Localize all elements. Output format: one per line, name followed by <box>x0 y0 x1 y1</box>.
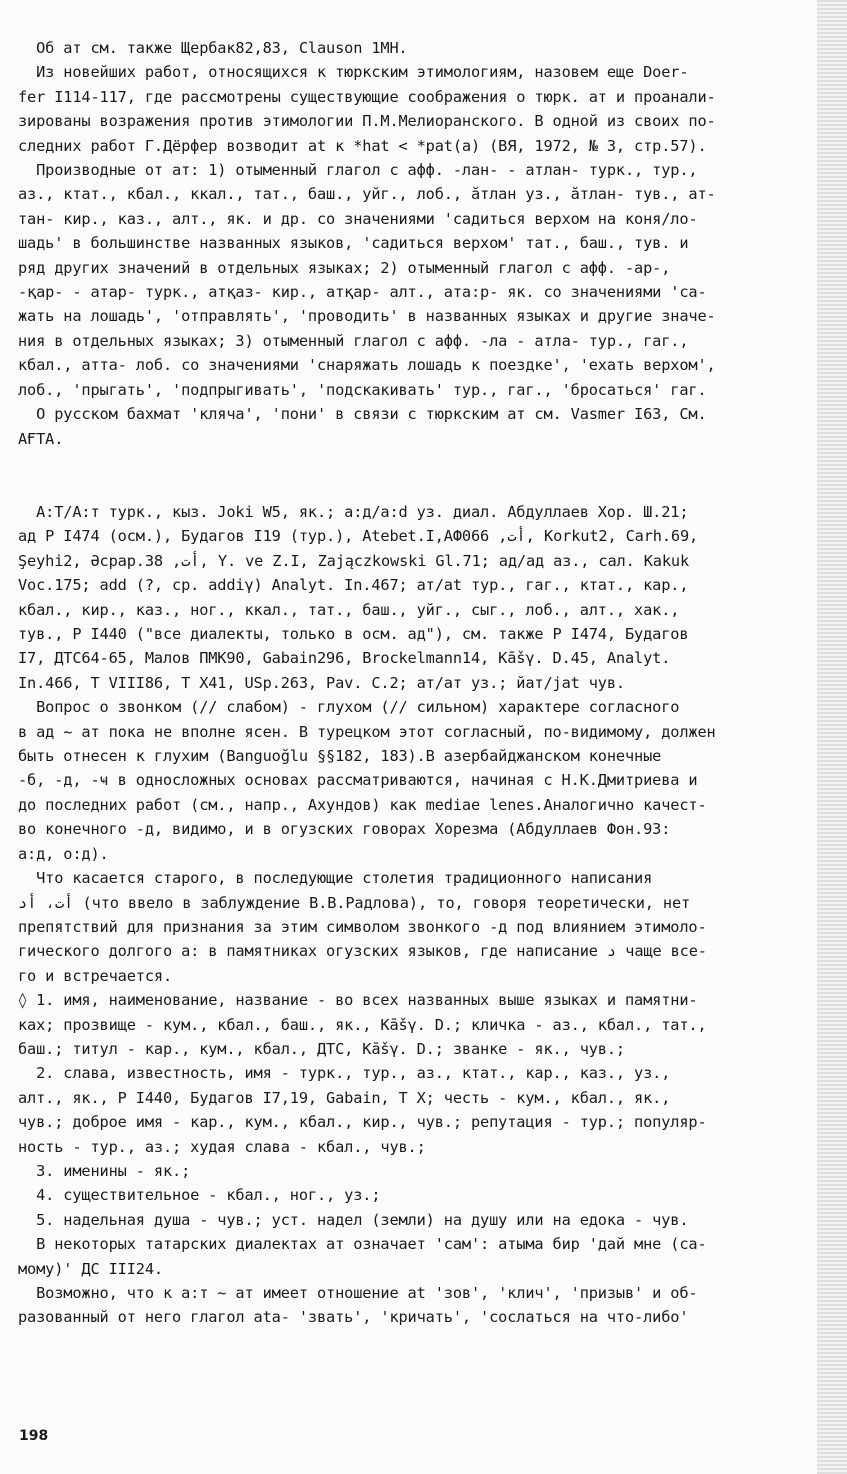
text-line: Из новейших работ, относящихся к тюркским этимологиям, назовем еще Doer- <box>18 63 689 82</box>
text-line: ад Р I474 (осм.), Будагов I19 (тур.), Atebet.I,АФ066 ,أت, Korkut2, Carh.69, <box>18 527 699 546</box>
text-line: лоб., 'прыгать', 'подпрыгивать', 'подскакивать' тур., гаг., 'бросаться' гаг. <box>18 380 707 399</box>
text-line: шадь' в большинстве названных языков, 'садиться верхом' тат., баш., тув. и <box>18 234 689 253</box>
text-line: А:Т/A:т турк., кыз. Joki W5, як.; а:д/a:d уз. диал. Абдуллаев Хор. Ш.21; <box>18 503 689 521</box>
text-line: тув., Р I440 ("все диалекты, только в осм. ад"), см. также Р I474, Будагов <box>18 625 689 644</box>
text-line: Об ат см. также Щербак82,83, Clauson 1MH. <box>18 39 408 57</box>
text-line: Вопрос о звонком (// слабом) - глухом (// сильном) характере согласного <box>18 698 680 717</box>
text-line: зированы возражения против этимологии П.М.Мелиоранского. В одной из своих по- <box>18 112 716 131</box>
text-line: аз., ктат., кбал., ккал., тат., баш., уйг., лоб., ăтлан уз., ăтлан- тув., ат- <box>18 185 716 204</box>
text-line: 2. слава, известность, имя - турк., тур., аз., ктат., кар., каз., уз., <box>18 1064 671 1083</box>
page-number: 198 <box>19 1428 49 1444</box>
text-line: In.466, Т VIII86, Т X41, USp.263, Pav. C.2; ат/ат уз.; йат/jat чув. <box>18 673 625 692</box>
text-line: I7, ДТС64-65, Малов ПМК90, Gabain296, Brockelmann14, Kāšγ. D.45, Analyt. <box>18 649 671 668</box>
text-line: 3. именины - як.; <box>18 1161 191 1180</box>
text-line: кбал., атта- лоб. со значениями 'снаряжать лошадь к поездке', 'ехать верхом', <box>18 356 716 375</box>
text-line: алт., як., Р I440, Будагов I7,19, Gabain, Т X; честь - кум., кбал., як., <box>18 1088 671 1107</box>
text-line: разованный от него глагол ata- 'звать', 'кричать', 'сослаться на что-либо' <box>18 1308 689 1327</box>
text-line: ния в отдельных языках; 3) отыменный глагол с афф. -ла - атла- тур., гаг., <box>18 331 689 350</box>
entry-at-section <box>18 500 824 1330</box>
text-line: Voc.175; add (?, ср. addiγ) Analyt. In.467; aт/at тур., гаг., ктат., кар., <box>18 576 689 595</box>
text-line: препятствий для признания за этим символом звонкого -д под влиянием этимоло- <box>18 917 707 936</box>
text-line: а:д, о:д). <box>18 844 109 863</box>
text-line: гического долгого а: в памятниках огузских языков, где написание د чаще все- <box>18 942 707 961</box>
text-line: ◊ 1. имя, наименование, название - во всех названных выше языках и памятни- <box>18 991 698 1010</box>
text-line: 5. надельная душа - чув.; уст. надел (земли) на душу или на едока - чув. <box>18 1210 689 1229</box>
text-line: ряд других значений в отдельных языках; 2) отыменный глагол с афф. -ар-, <box>18 258 671 277</box>
text-line: в ад ~ ат пока не вполне ясен. В турецком этот согласный, по-видимому, должен <box>18 722 716 741</box>
text-line: следних работ Г.Дёрфер возводит at к *hat < *pat(a) (ВЯ, 1972, № 3, стр.57). <box>18 136 707 155</box>
text-line: Производные от ат: 1) отыменный глагол с афф. -лан- - атлан- турк., тур., <box>18 161 698 180</box>
text-line: кбал., кир., каз., ног., ккал., тат., баш., уйг., сыг., лоб., алт., хак., <box>18 600 680 619</box>
text-line: -қар- - атар- турк., атқаз- кир., атқар- алт., ата:р- як. со значениями 'са- <box>18 283 707 302</box>
text-line: Şeyhi2, Əсрар.38 ,أت, Y. ve Z.I, Zajączkowski Gl.71; ад/ад аз., сал. Kakuk <box>18 551 690 570</box>
etymology-notes-section <box>18 36 824 451</box>
text-line: го и встречается. <box>18 966 173 985</box>
text-line: мому)' ДС III24. <box>18 1259 163 1278</box>
text-line: баш.; титул - кар., кум., кбал., ДТС, Kāšγ. D.; званке - як., чув.; <box>18 1039 625 1058</box>
text-line: быть отнесен к глухим (Banguoğlu §§182, 183).В азербайджанском конечные <box>18 747 662 766</box>
text-line: Возможно, что к а:т ~ ат имеет отношение at 'зов', 'клич', 'призыв' и об- <box>18 1284 698 1302</box>
text-line: В некоторых татарских диалектах ат означает 'сам': атыма бир 'дай мне (са- <box>18 1235 707 1254</box>
text-line: Что касается старого, в последующие столетия традиционного написания <box>18 869 653 888</box>
text-line: ность - тур., аз.; худая слава - кбал., чув.; <box>18 1137 426 1156</box>
text-line: О русском бахмат 'кляча', 'пони' в связи с тюркским ат см. Vasmer I63, См. <box>18 405 707 424</box>
text-line: АҒТА. <box>18 429 64 448</box>
text-line: во конечного -д, видимо, и в огузских говорах Хорезма (Абдуллаев Фон.93: <box>18 820 671 839</box>
text-line: ках; прозвище - кум., кбал., баш., як., Kāšγ. D.; кличка - аз., кбал., тат., <box>18 1015 707 1034</box>
text-line: أت، أد (что ввело в заблуждение В.В.Радлова), то, говоря теоретически, нет <box>18 893 691 912</box>
text-line: тан- кир., каз., алт., як. и др. со значениями 'садиться верхом на коня/ло- <box>18 209 698 228</box>
text-line: fer I114-117, где рассмотрены существующие соображения о тюрк. ат и проанали- <box>18 87 716 106</box>
text-line: 4. существительное - кбал., ног., уз.; <box>18 1186 381 1205</box>
text-line: -б, -д, -ҹ в односложных основах рассматриваются, начиная с Н.К.Дмитриева и <box>18 771 698 790</box>
text-line: чув.; доброе имя - кар., кум., кбал., кир., чув.; репутация - тур.; популяр- <box>18 1113 707 1132</box>
text-line: до последних работ (см., напр., Ахундов) как mediae lenes.Аналогично качест- <box>18 795 707 814</box>
text-line: жать на лошадь', 'отправлять', 'проводить' в названных языках и другие значе- <box>18 307 716 326</box>
